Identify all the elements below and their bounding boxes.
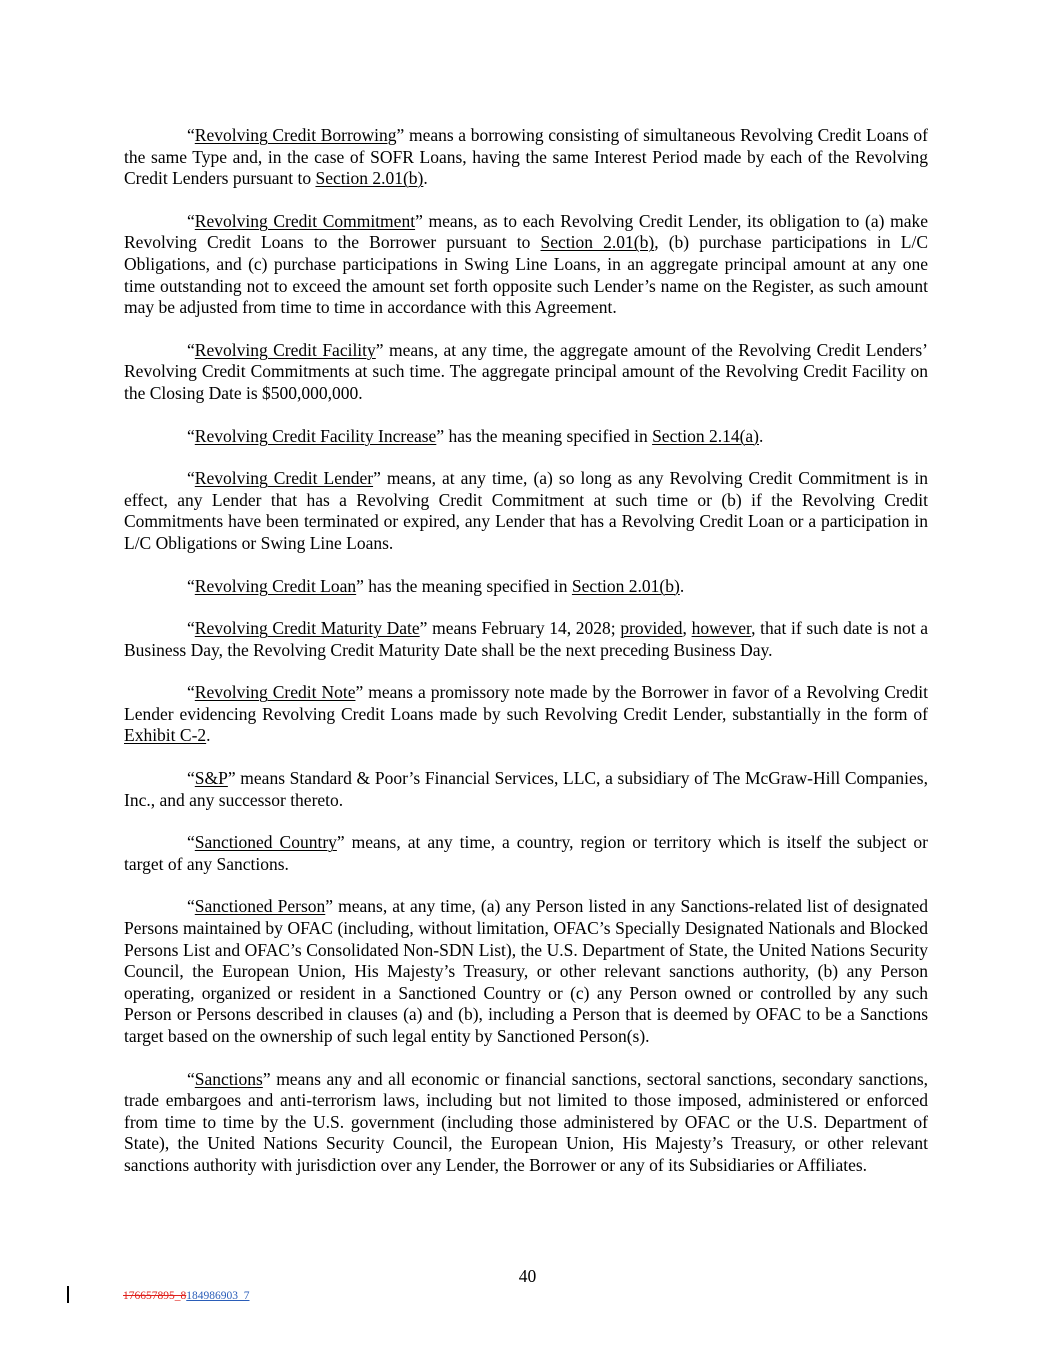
defined-term: Revolving Credit Maturity Date (194, 618, 420, 639)
defined-term: Revolving Credit Note (194, 682, 356, 703)
definition-text: ” has the meaning specified in (436, 425, 653, 446)
definition-text: ” means a promissory note made by the Borrower in favor of a Revolving Credit Lender evidencing Revolving Credit Loans made by such Revolving Credit Lender, substantially in the form of (124, 682, 928, 724)
definition-paragraph: “Revolving Credit Note” means a promissory note made by the Borrower in favor of a Revolving Credit Lender evidencing Revolving Credit Loans made by such Revolving Credit Lender, substantially in the form of Exhibit C-2. (124, 682, 928, 746)
definition-text: , (b) purchase participations in L/C Obligations, and (c) purchase participations in Swing Line Loans, in an aggregate principal amount at any one time outstanding not to exceed the amount set forth opposite such Lender’s name on the Register, as such amount may be adjusted from time to time in accordance with this Agreement. (124, 232, 928, 318)
cross-reference: Section 2.01(b) (571, 575, 680, 596)
defined-term: Revolving Credit Facility Increase (194, 425, 437, 446)
definition-paragraph: “S&P” means Standard & Poor’s Financial Services, LLC, a subsidiary of The McGraw-Hill Companies, Inc., and any successor thereto. (124, 768, 928, 810)
definition-paragraph: “Revolving Credit Maturity Date” means February 14, 2028; provided, however, that if such date is not a Business Day, the Revolving Credit Maturity Date shall be the next preceding Business Day. (124, 618, 929, 660)
definition-text: , (682, 618, 692, 639)
definition-text: ” means, at any time, (a) any Person listed in any Sanctions-related list of designated Persons maintained by OFAC (including, without limitation, OFAC’s Specially Designated Nationals and Blocked Persons List and OFAC’s Consolidated Non-SDN List), the U.S. Department of State, the United Nations Security Council, the European Union, His Majesty’s Treasury, or other relevant sanctions authority, (b) any Person operating, organized or resident in a Sanctioned Country or (c) any Person owned or controlled by any such Person or Persons described in clauses (a) and (b), including a Person that is deemed by OFAC to be a Sanctions target based on the ownership of such legal entity by Sanctioned Person(s). (124, 896, 928, 1046)
definition-paragraph: “Revolving Credit Facility Increase” has the meaning specified in Section 2.14(a). (187, 425, 764, 446)
change-bar (67, 1286, 69, 1303)
definition-paragraph: “Sanctions” means any and all economic or financial sanctions, sectoral sanctions, secondary sanctions, trade embargoes and anti-terrorism laws, including but not limited to those imposed, administered or enforced from time to time by the U.S. government (including those administered by OFAC or the U.S. Department of State), the United Nations Security Council, the European Union, His Majesty’s Treasury, or other relevant sanctions authority with jurisdiction over any Lender, the Borrower or any of its Subsidiaries or Affiliates. (124, 1068, 928, 1175)
definition-paragraph: “Revolving Credit Facility” means, at any time, the aggregate amount of the Revolving Credit Lenders’ Revolving Credit Commitments at such time. The aggregate principal amount of the Revolving Credit Facility on the Closing Date is $500,000,000. (124, 339, 928, 403)
definition-text: ” means, at any time, (a) so long as any Revolving Credit Commitment is in effect, any Lender that has a Revolving Credit Commitment at such time or (b) if the Revolving Credit Commitments have been terminated or expired, any Lender that has a Revolving Credit Loan or a participation in L/C Obligations or Swing Line Loans. (124, 468, 928, 553)
defined-term: Revolving Credit Lender (194, 468, 374, 489)
cross-reference: Section 2.14(a) (652, 425, 759, 446)
defined-term: Revolving Credit Commitment (194, 210, 416, 231)
cross-reference: Section 2.01(b) (315, 168, 424, 189)
definition-text: ” means, at any time, the aggregate amount of the Revolving Credit Lenders’ Revolving Credit Commitments at such time. The aggregate principal amount of the Revolving Credit Facility on the Closing Date is $500,000,000. (124, 339, 928, 403)
definition-text: ” means any and all economic or financial sanctions, sectoral sanctions, secondary sanctions, trade embargoes and anti-terrorism laws, including but not limited to those imposed, administered or enforced from time to time by the U.S. government (including those administered by OFAC or the U.S. Department of State), the United Nations Security Council, the European Union, His Majesty’s Treasury, or other relevant sanctions authority with jurisdiction over any Lender, the Borrower or any of its Subsidiaries or Affiliates. (124, 1068, 928, 1175)
cross-reference: however (691, 618, 752, 639)
defined-term: Sanctions (194, 1068, 263, 1089)
definition-text: ” means a borrowing consisting of simultaneous Revolving Credit Loans of the same Type and, in the case of SOFR Loans, having the same Interest Period made by each of the Revolving Credit Lenders pursuant to (124, 125, 928, 189)
cross-reference: Section 2.01(b) (540, 232, 655, 253)
definition-text: ” means February 14, 2028; (419, 618, 621, 639)
definition-text: , that if such date is not a Business Day, the Revolving Credit Maturity Date shall be the next preceding Business Day. (124, 618, 929, 660)
definition-paragraph: “Sanctioned Country” means, at any time, a country, region or territory which is itself the subject or target of any Sanctions. (124, 832, 928, 874)
definition-paragraph: “Revolving Credit Loan” has the meaning specified in Section 2.01(b). (187, 575, 685, 596)
definition-text: ” means, at any time, a country, region or territory which is itself the subject or target of any Sanctions. (124, 832, 928, 874)
document-id-deleted: 176657895_8 (123, 1290, 187, 1302)
definition-text: ” has the meaning specified in (356, 575, 572, 596)
document-id (123, 1289, 250, 1303)
defined-term: Revolving Credit Facility (194, 339, 376, 360)
definition-text: . (206, 725, 211, 746)
definition-paragraph: “Revolving Credit Commitment” means, as to each Revolving Credit Lender, its obligation to (a) make Revolving Credit Loans to the Borrower pursuant to Section 2.01(b), (b) purchase participations in L/C Obligations, and (c) purchase participations in Swing Line Loans, in an aggregate principal amount at any one time outstanding not to exceed the amount set forth opposite such Lender’s name on the Register, as such amount may be adjusted from time to time in accordance with this Agreement. (124, 210, 928, 318)
definition-paragraph: “Sanctioned Person” means, at any time, (a) any Person listed in any Sanctions-related list of designated Persons maintained by OFAC (including, without limitation, OFAC’s Specially Designated Nationals and Blocked Persons List and OFAC’s Consolidated Non-SDN List), the U.S. Department of State, the United Nations Security Council, the European Union, His Majesty’s Treasury, or other relevant sanctions authority, (b) any Person operating, organized or resident in a Sanctioned Country or (c) any Person owned or controlled by any such Person or Persons described in clauses (a) and (b), including a Person that is deemed by OFAC to be a Sanctions target based on the ownership of such legal entity by Sanctioned Person(s). (124, 896, 928, 1046)
defined-term: Revolving Credit Loan (194, 575, 357, 596)
defined-term: Sanctioned Country (194, 832, 337, 853)
document-id-inserted: 184986903_7 (186, 1290, 250, 1302)
defined-term: Revolving Credit Borrowing (194, 125, 397, 145)
cross-reference: provided (620, 618, 683, 639)
definition-paragraph: “Revolving Credit Lender” means, at any time, (a) so long as any Revolving Credit Commitment is in effect, any Lender that has a Revolving Credit Commitment at such time or (b) if the Revolving Credit Commitments have been terminated or expired, any Lender that has a Revolving Credit Loan or a participation in L/C Obligations or Swing Line Loans. (124, 468, 928, 553)
defined-term: S&P (194, 768, 228, 789)
definition-text: ” means, as to each Revolving Credit Lender, its obligation to (a) make Revolving Credit Loans to the Borrower pursuant to (124, 210, 928, 253)
definition-text: . (759, 425, 764, 446)
page-number: 40 (518, 1266, 537, 1286)
defined-term: Sanctioned Person (194, 896, 326, 917)
definition-paragraph: “Revolving Credit Borrowing” means a borrowing consisting of simultaneous Revolving Credit Loans of the same Type and, in the case of SOFR Loans, having the same Interest Period made by each of the Revolving Credit Lenders pursuant to Section 2.01(b). (124, 125, 928, 189)
definition-text: . (423, 168, 428, 189)
document-body (124, 125, 928, 1198)
definition-text: . (679, 575, 685, 596)
cross-reference: Exhibit C-2 (124, 725, 207, 746)
definition-text: ” means Standard & Poor’s Financial Services, LLC, a subsidiary of The McGraw-Hill Companies, Inc., and any successor thereto. (124, 768, 928, 810)
